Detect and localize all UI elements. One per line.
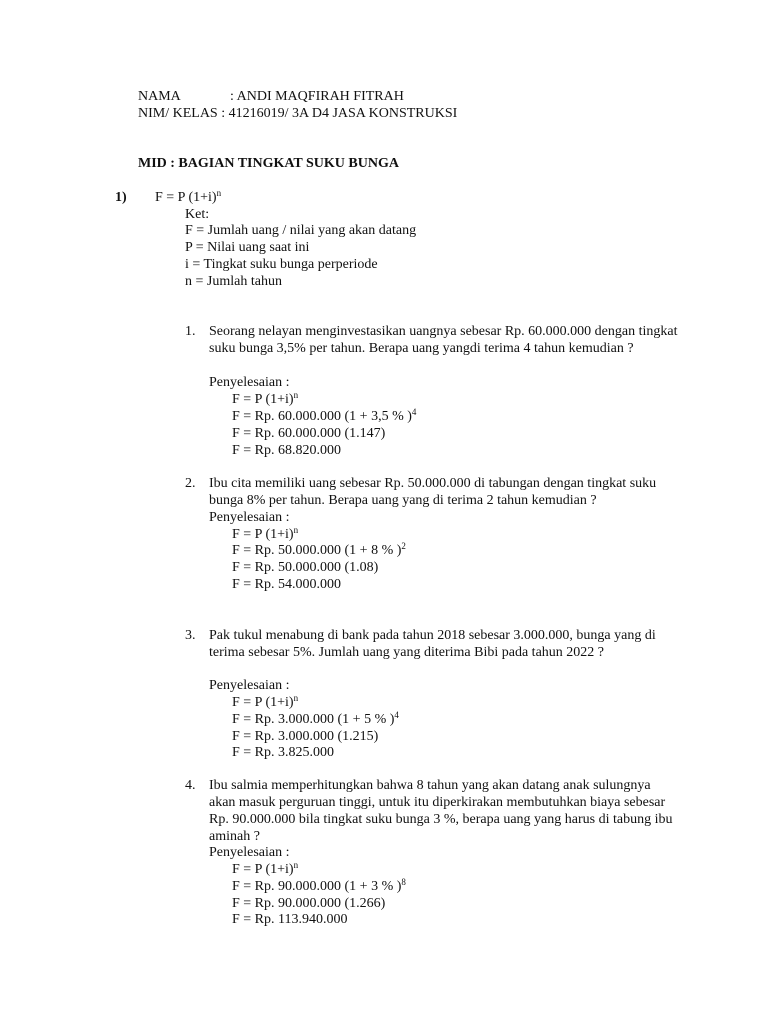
solution-step xyxy=(232,391,298,408)
ket-item: P = Nilai uang saat ini xyxy=(185,240,310,255)
solution-step xyxy=(232,526,298,543)
problem-number: 4. xyxy=(185,778,196,793)
ket-label: Ket: xyxy=(185,207,210,222)
solution-step: F = Rp. 50.000.000 (1.08) xyxy=(232,560,379,575)
section-number: 1) xyxy=(115,190,127,205)
solution-label: Penyelesaian : xyxy=(209,678,290,693)
step-text: F = Rp. 60.000.000 (1 + 3,5 % ) xyxy=(232,409,412,424)
solution-label: Penyelesaian : xyxy=(209,510,290,525)
ket-item: i = Tingkat suku bunga perperiode xyxy=(185,257,378,272)
step-text: F = Rp. 90.000.000 (1 + 3 % ) xyxy=(232,879,402,894)
solution-label: Penyelesaian : xyxy=(209,375,290,390)
name-value: : ANDI MAQFIRAH FITRAH xyxy=(230,89,404,104)
solution-step: F = Rp. 60.000.000 (1.147) xyxy=(232,426,386,441)
problem-text: Ibu salmia memperhitungkan bahwa 8 tahun yang akan datang anak sulungnya akan masuk perguruan tinggi, untuk itu diperkirakan membutuhkan biaya sebesar Rp. 90.000.000 bila tingkat suku bunga 3 %, berapa uang yang harus di tabung ibu aminah ? xyxy=(209,778,673,844)
step-exponent: n xyxy=(293,860,299,870)
solution-step xyxy=(232,861,298,878)
name-label: NAMA xyxy=(138,89,181,104)
problem-text: Pak tukul menabung di bank pada tahun 2018 sebesar 3.000.000, bunga yang di terima sebesar 5%. Jumlah uang yang diterima Bibi pada tahun 2022 ? xyxy=(209,628,656,660)
solution-result: F = Rp. 68.820.000 xyxy=(232,443,342,458)
step-text: F = Rp. 3.000.000 (1 + 5 % ) xyxy=(232,712,395,727)
step-text: F = P (1+i) xyxy=(232,695,294,710)
solution-step: F = Rp. 3.000.000 (1.215) xyxy=(232,729,379,744)
problem-number: 2. xyxy=(185,476,196,491)
solution-label: Penyelesaian : xyxy=(209,845,290,860)
solution-step xyxy=(232,542,406,559)
step-exponent: n xyxy=(293,693,299,703)
step-exponent: 4 xyxy=(394,710,399,720)
step-text: F = Rp. 50.000.000 (1 + 8 % ) xyxy=(232,543,402,558)
step-exponent: 4 xyxy=(411,407,417,417)
step-exponent: 2 xyxy=(401,541,406,551)
step-exponent: n xyxy=(293,390,299,400)
solution-step xyxy=(232,711,399,728)
step-exponent: 8 xyxy=(401,877,406,887)
problem-number: 3. xyxy=(185,628,196,643)
solution-step xyxy=(232,408,416,425)
step-text: F = P (1+i) xyxy=(232,862,294,877)
ket-item: n = Jumlah tahun xyxy=(185,274,282,289)
solution-step: F = Rp. 90.000.000 (1.266) xyxy=(232,896,386,911)
step-text: F = P (1+i) xyxy=(232,392,294,407)
nim-class-line: NIM/ KELAS : 41216019/ 3A D4 JASA KONSTRUKSI xyxy=(138,106,458,121)
solution-result: F = Rp. 3.825.000 xyxy=(232,745,335,760)
solution-result: F = Rp. 54.000.000 xyxy=(232,577,342,592)
step-text: F = P (1+i) xyxy=(232,527,294,542)
problem-number: 1. xyxy=(185,324,196,339)
problem-text: Ibu cita memiliki uang sebesar Rp. 50.000.000 di tabungan dengan tingkat suku bunga 8% per tahun. Berapa uang yang di terima 2 tahun kemudian ? xyxy=(209,476,657,508)
ket-item: F = Jumlah uang / nilai yang akan datang xyxy=(185,223,417,238)
document-title: MID : BAGIAN TINGKAT SUKU BUNGA xyxy=(138,156,399,171)
formula-exponent: n xyxy=(216,188,222,198)
problem-text: Seorang nelayan menginvestasikan uangnya sebesar Rp. 60.000.000 dengan tingkat suku bunga 3,5% per tahun. Berapa uang yangdi terima 4 tahun kemudian ? xyxy=(209,324,678,356)
main-formula xyxy=(155,189,221,206)
solution-result: F = Rp. 113.940.000 xyxy=(232,912,348,927)
solution-step xyxy=(232,878,406,895)
step-exponent: n xyxy=(293,525,299,535)
solution-step xyxy=(232,694,298,711)
formula-base: F = P (1+i) xyxy=(155,190,217,205)
